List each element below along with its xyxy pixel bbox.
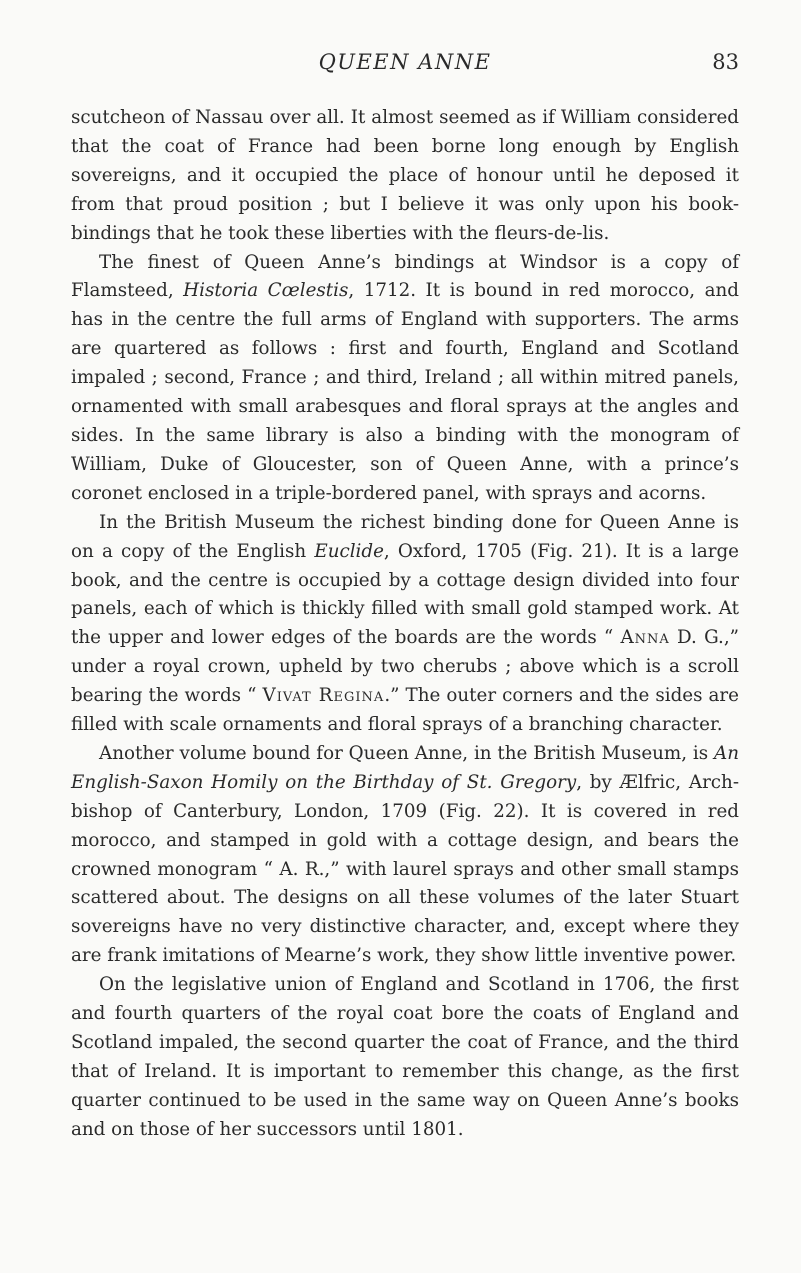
running-head <box>71 50 739 82</box>
body-text <box>71 104 739 1145</box>
paragraph-2-text: The finest of Queen Anne’s bindings at Windsor is a copy of Flamsteed, <box>71 251 739 302</box>
book-title-euclide: Euclide <box>314 540 384 562</box>
page-number: 83 <box>712 50 739 74</box>
paragraph-4 <box>71 740 739 971</box>
paragraph-2-text: , 1712. It is bound in red morocco, and has in the centre the full arms of England with supporters. The arms are quartered as follows : first and fourth, England and Scotland impaled ; second, France ; and third, Ireland ; all within mitred panels, ornamented with small arabesques and floral sprays at the angles and sides. In the same library is also a binding with the monogram of William, Duke of Gloucester, son of Queen Anne, with a prince’s coronet enclosed in a triple-bordered panel, with sprays and acorns. <box>71 280 739 504</box>
book-page <box>71 50 739 1145</box>
inscription-anna: Anna <box>620 627 670 649</box>
paragraph-1 <box>71 104 739 249</box>
paragraph-2 <box>71 249 739 509</box>
inscription-vivat-regina: Vivat Regina <box>262 685 385 707</box>
paragraph-3-text: .” The outer corners and the sides are filled with scale ornaments and floral sprays of a branching character. <box>71 685 739 736</box>
paragraph-3 <box>71 509 739 740</box>
paragraph-4-text: Another volume bound for Queen Anne, in the British Museum, is <box>99 742 715 764</box>
book-title-homily: An English-Saxon Homily on the Birthday of St. Gregory <box>71 742 739 793</box>
paragraph-3-text: , Oxford, 1705 (Fig. 21). It is a large book, and the centre is occupied by a cottage design divided into four panels, each of which is thickly filled with small gold stamped work. At the upper and lower edges of the boards are the words “ <box>71 540 740 649</box>
paragraph-5-text: On the legislative union of England and Scotland in 1706, the first and fourth quarters of the royal coat bore the coats of England and Scotland impaled, the second quarter the coat of France, and the third that of Ireland. It is important to remember this change, as the first quarter continued to be used in the same way on Queen Anne’s books and on those of her successors until 1801. <box>71 974 739 1140</box>
paragraph-5 <box>71 971 739 1144</box>
running-title: QUEEN ANNE <box>318 50 492 74</box>
paragraph-3-text: In the British Museum the richest binding done for Queen Anne is on a copy of the English <box>71 511 739 562</box>
paragraph-4-text: , by Ælfric, Arch-bishop of Canterbury, London, 1709 (Fig. 22). It is covered in red morocco, and stamped in gold with a cottage design, and bears the crowned monogram “ A. R.,” with laurel sprays and other small stamps scattered about. The designs on all these volumes of the later Stuart sovereigns have no very distinctive character, and, except where they are frank imitations of Mearne’s work, they show little inventive power. <box>71 771 739 967</box>
paragraph-1-text: scutcheon of Nassau over all. It almost seemed as if William considered that the coat of France had been borne long enough by English sovereigns, and it occupied the place of honour until he deposed it from that proud position ; but I believe it was only upon his book-bindings that he took these liberties with the fleurs-de-lis. <box>71 107 739 244</box>
book-title-historia-coelestis: Historia Cœlestis <box>183 280 349 302</box>
paragraph-3-text: D. G.,” under a royal crown, upheld by two cherubs ; above which is a scroll bearing the words “ <box>71 627 739 707</box>
